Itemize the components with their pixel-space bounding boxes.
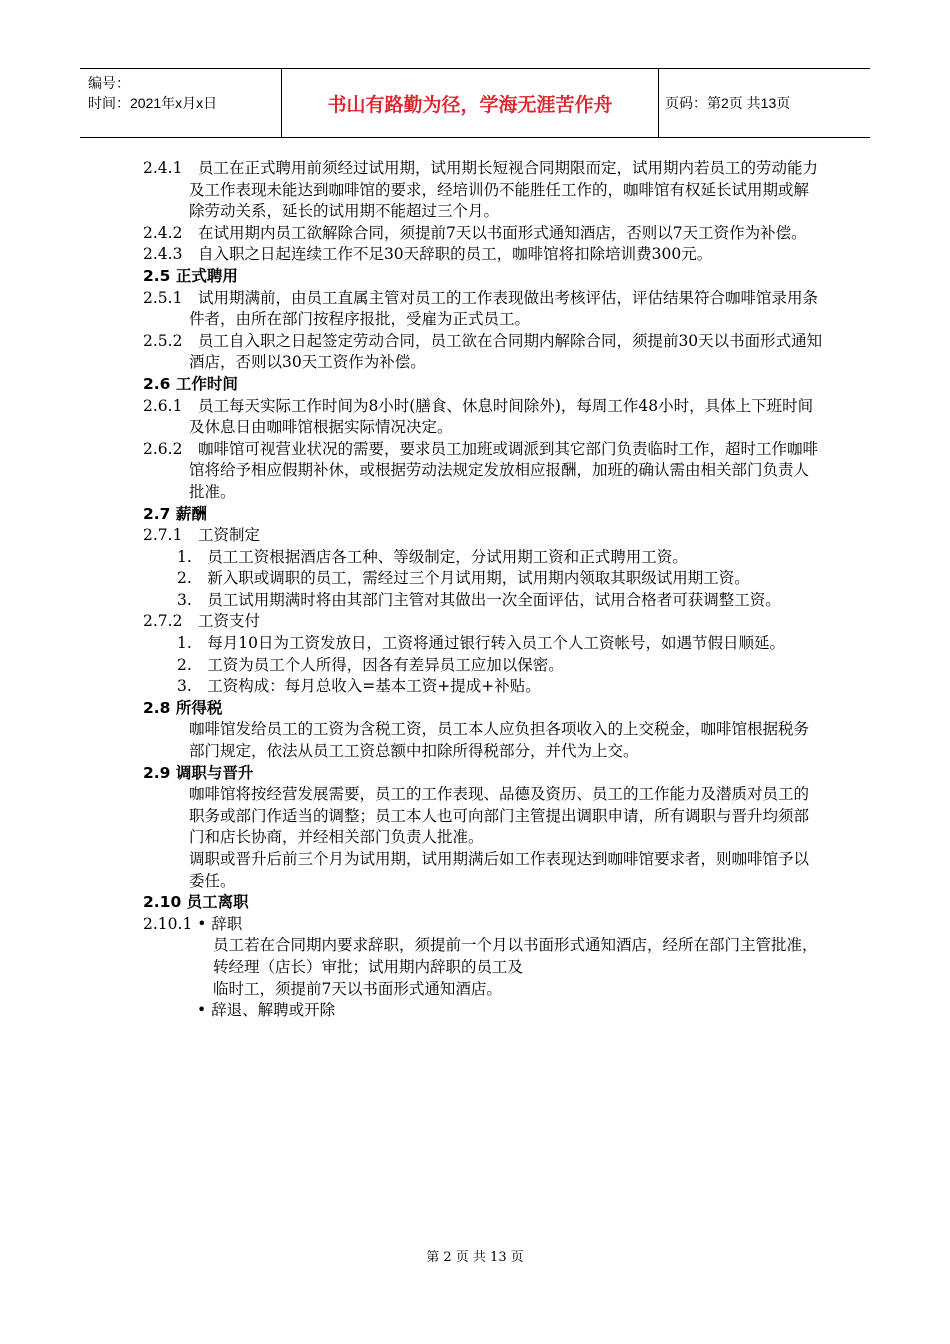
section-heading-2-6: 2.6 工作时间 — [143, 374, 238, 393]
paragraph-2-9-a: 咖啡馆将按经营发展需要，员工的工作表现、品德及资历、员工的工作能力及潜质对员工的职务或部门作适当的调整；员工本人也可向部门主管提出调职申请，所有调职与晋升均须部门和店长协商，并经相关部门负责人批准。 — [189, 785, 810, 847]
serial-label: 编号： — [88, 75, 130, 91]
section-heading-2-10: 2.10 员工离职 — [143, 893, 249, 912]
date-label: 时间：2021年x月x日 — [88, 95, 218, 111]
paragraph-2-4-3: 2.4.3 自入职之日起连续工作不足30天辞职的员工，咖啡馆将扣除培训费300元。 — [143, 245, 713, 264]
list-item: 2. 新入职或调职的员工，需经过三个月试用期，试用期内领取其职级试用期工资。 — [177, 569, 750, 588]
paragraph-2-4-1: 2.4.1 员工在正式聘用前须经过试用期，试用期长短视合同期限而定，试用期内若员工的劳动能力及工作表现未能达到咖啡馆的要求，经培训仍不能胜任工作的，咖啡馆有权延长试用期或解除劳动关系，延长的试用期不能超过三个月。 — [143, 159, 818, 221]
header-page-label: 页码：第2页 共13页 — [665, 95, 791, 111]
page-footer: 第 2 页 共 13 页 — [426, 1250, 524, 1265]
paragraph-2-6-1: 2.6.1 员工每天实际工作时间为8小时(膳食、休息时间除外)，每周工作48小时，具体上下班时间及休息日由咖啡馆根据实际情况决定。 — [143, 396, 814, 437]
paragraph-2-10-1: 2.10.1 • 辞职 — [143, 914, 243, 933]
paragraph-2-7-1: 2.7.1 工资制定 — [143, 526, 260, 545]
paragraph-2-10-1-a: 员工若在合同期内要求辞职，须提前一个月以书面形式通知酒店，经所在部门主管批准，转经理（店长）审批；试用期内辞职的员工及 — [213, 936, 818, 976]
list-item: 2. 工资为员工个人所得，因各有差异员工应加以保密。 — [177, 655, 564, 674]
list-item: 3. 员工试用期满时将由其部门主管对其做出一次全面评估，试用合格者可获调整工资。 — [177, 590, 781, 609]
list-item: 1. 员工工资根据酒店各工种、等级制定，分试用期工资和正式聘用工资。 — [177, 547, 688, 566]
section-heading-2-7: 2.7 薪酬 — [143, 504, 207, 523]
header-meta-cell — [80, 69, 282, 137]
paragraph-2-10-1-b: 临时工，须提前7天以书面形式通知酒店。 — [213, 979, 502, 998]
header-motto: 书山有路勤为径，学海无涯苦作舟 — [282, 69, 659, 137]
paragraph-2-6-2: 2.6.2 咖啡馆可视营业状况的需要，要求员工加班或调派到其它部门负责临时工作，超时工作咖啡馆将给予相应假期补休，或根据劳动法规定发放相应报酬，加班的确认需由相关部门负责人批准。 — [143, 439, 818, 501]
paragraph-2-8: 咖啡馆发给员工的工资为含税工资，员工本人应负担各项收入的上交税金，咖啡馆根据税务部门规定，依法从员工工资总额中扣除所得税部分，并代为上交。 — [189, 720, 810, 761]
list-item: 1. 每月10日为工资发放日，工资将通过银行转入员工个人工资帐号，如遇节假日顺延。 — [177, 634, 786, 653]
paragraph-2-7-2: 2.7.2 工资支付 — [143, 612, 260, 631]
paragraph-2-10-2: • 辞退、解聘或开除 — [197, 1001, 336, 1020]
paragraph-2-5-1: 2.5.1 试用期满前，由员工直属主管对员工的工作表现做出考核评估，评估结果符合咖啡馆录用条件者，由所在部门按程序报批，受雇为正式员工。 — [143, 288, 818, 329]
paragraph-2-5-2: 2.5.2 员工自入职之日起签定劳动合同，员工欲在合同期内解除合同，须提前30天以书面形式通知酒店，否则以30天工资作为补偿。 — [143, 331, 823, 372]
section-heading-2-9: 2.9 调职与晋升 — [143, 763, 254, 782]
section-heading-2-8: 2.8 所得税 — [143, 698, 223, 717]
paragraph-2-9-b: 调职或晋升后前三个月为试用期，试用期满后如工作表现达到咖啡馆要求者，则咖啡馆予以委任。 — [189, 850, 810, 890]
paragraph-2-4-2: 2.4.2 在试用期内员工欲解除合同，须提前7天以书面形式通知酒店，否则以7天工资作为补偿。 — [143, 223, 807, 242]
page-header — [80, 68, 870, 138]
section-heading-2-5: 2.5 正式聘用 — [143, 266, 238, 285]
document-body — [143, 158, 823, 1022]
list-item: 3. 工资构成：每月总收入=基本工资+提成+补贴。 — [177, 677, 541, 696]
